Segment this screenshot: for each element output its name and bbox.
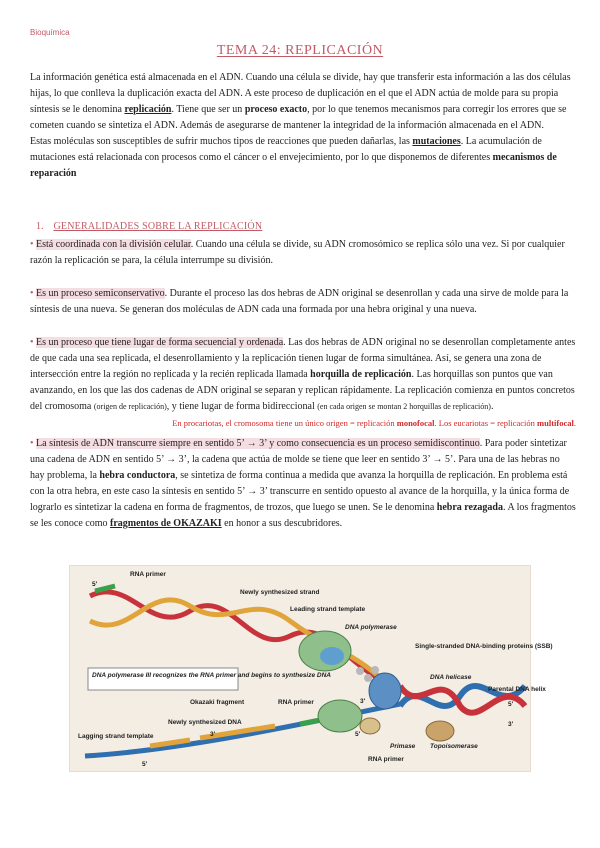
bullet-4-text: en honor a sus descubridores. (221, 518, 343, 529)
note-text: . (573, 418, 576, 428)
keyword-mecanismos-reparacion: mecanismos de reparación (30, 152, 557, 179)
small-note-origen: (origen de replicación) (93, 402, 167, 411)
bullet-4-text: . Para poder sintetizar una cadena de ADN en sentido 5’ → 3’, la cadena que actúa de molde se tiene que leer en sentido 3’ → 5’. Para una de las hebras no hay problema, la (30, 438, 567, 481)
label-5prime-right: 5' (508, 701, 514, 708)
intro-text: . La acumulación de mutaciones está relacionada con procesos como el cáncer o el envejecimiento, por lo que disponemos de diferentes (30, 136, 542, 163)
section-heading (30, 219, 576, 235)
label-5prime-top: 5' (92, 581, 98, 588)
intro-text: La información genética está almacenada en el ADN. Cuando una célula se divide, hay que transferir esta información a las dos células hijas, lo que conlleva la duplicación exacta del ADN. A este proceso de duplicación en el que el ADN actúa de molde para su propia síntesis se le denomina (30, 72, 571, 115)
bullet-3-text: . Las horquillas son puntos que van avanzando, en los que las dos cadenas de ADN original se separan y replican rápidamente. La replicación comienza en puntos concretos del cromosoma (30, 369, 575, 412)
bullet-2-highlight: Es un proceso semiconservativo (36, 288, 165, 299)
intro-paragraph-2 (30, 134, 576, 182)
section-title: GENERALIDADES SOBRE LA REPLICACIÓN (53, 221, 263, 232)
bullet-icon: • (30, 438, 34, 449)
bullet-2-text: . Durante el proceso las dos hebras de ADN original se desenrollan y cada una sirve de molde para la síntesis de una nueva. Se generan dos moléculas de ADN cada una formada por una hebra original y una nueva. (30, 288, 569, 315)
label-newly-dna: Newly synthesized DNA (168, 719, 242, 726)
bullet-icon: • (30, 239, 34, 250)
label-3prime-b: 3' (210, 731, 216, 738)
label-ssb: Single-stranded DNA-binding proteins (SSB) (415, 643, 553, 650)
bullet-4 (30, 436, 576, 532)
keyword-hebra-conductora: hebra conductora (99, 470, 176, 481)
label-rna-primer-bottom: RNA primer (368, 756, 404, 763)
label-dna-polymerase: DNA polymerase (345, 624, 397, 631)
bullet-2 (30, 286, 576, 318)
page-title: TEMA 24: REPLICACIÓN (216, 43, 384, 58)
bullet-1 (30, 237, 576, 269)
keyword-monofocal: monofocal (396, 418, 435, 428)
replication-fork-figure (69, 565, 553, 772)
bullet-4-highlight: La síntesis de ADN transcurre siempre en sentido 5’ → 3’ y como consecuencia es un proceso semidiscontinuo (36, 438, 480, 449)
replication-fork-diagram (70, 566, 553, 771)
label-topoisomerase: Topoisomerase (430, 743, 478, 750)
keyword-proceso-exacto: proceso exacto (244, 104, 308, 115)
section-number: 1. (36, 221, 44, 232)
label-dna-helicase: DNA helicase (430, 674, 472, 681)
running-header: Bioquímica (30, 28, 70, 37)
label-pol3-note: DNA polymerase III recognizes the RNA primer and begins to synthesize DNA (92, 672, 331, 679)
label-parental-helix: Parental DNA helix (488, 686, 546, 693)
label-3prime-right: 3' (508, 721, 514, 728)
note-text: En procariotas, el cromosoma tiene un único origen = replicación (172, 418, 397, 428)
keyword-horquilla: horquilla de replicación (310, 369, 412, 380)
label-okazaki: Okazaki fragment (190, 699, 245, 706)
keyword-mutaciones: mutaciones (412, 136, 461, 147)
bullet-4-text: , se sintetiza de forma continua a medida que avanza la horquilla de replicación. En problema está con la otra hebra, en este caso la síntesis en sentido 5’ → 3’ transcurre en sentido opuesto al avance de la horquilla, y la única forma de lograrlo es sintetizar la cadena en forma de fragmentos, de trozos, que luego se unen. Se le denomina (30, 470, 570, 513)
label-rna-primer-mid: RNA primer (278, 699, 314, 706)
label-rna-primer-top: RNA primer (130, 571, 166, 578)
bullet-icon: • (30, 337, 34, 348)
red-note-procariotas (30, 415, 576, 431)
keyword-multifocal: multifocal (537, 418, 574, 428)
bullet-icon: • (30, 288, 34, 299)
label-primase: Primase (390, 743, 416, 750)
bullet-3 (30, 335, 576, 431)
bullet-4-text: . A los fragmentos se les conoce como (30, 502, 576, 529)
small-note-horquillas: (en cada origen se montan 2 horquillas de replicación) (317, 402, 491, 411)
intro-text: . Tiene que ser un (171, 104, 245, 115)
bullet-3-text: . Las dos hebras de ADN original no se desenrollan completamente antes de que cada una sea replicada, el desenrollamiento y la replicación tienen lugar de forma simultánea. Así, se genera una zona de intersección entre la región no replicada y la recién replicada llamada (30, 337, 576, 380)
keyword-replicacion: replicación (124, 104, 172, 115)
bullet-1-text: . Cuando una célula se divide, su ADN cromosómico se replica sólo una vez. Si por cualquier razón la replicación se para, la célula interrumpe su división. (30, 239, 565, 266)
bullet-3-highlight: Es un proceso que tiene lugar de forma secuencial y ordenada (36, 337, 284, 348)
intro-paragraph-1 (30, 70, 576, 134)
label-5prime-c: 5' (142, 761, 148, 768)
bullet-3-text: , y tiene lugar de forma bidireccional (166, 401, 318, 412)
keyword-okazaki: fragmentos de OKAZAKI (109, 518, 222, 529)
label-new-strand: Newly synthesized strand (240, 589, 320, 596)
keyword-hebra-rezagada: hebra rezagada (436, 502, 503, 513)
label-3prime-a: 3' (360, 698, 366, 705)
label-5prime-b: 5' (355, 731, 361, 738)
intro-section (30, 70, 576, 182)
note-text: . Los eucariotas = replicación (434, 418, 538, 428)
intro-text: Estas moléculas son susceptibles de sufrir muchos tipos de reacciones que pueden dañarlas, las (30, 136, 413, 147)
label-lagging-template: Lagging strand template (78, 733, 154, 740)
label-leading-template: Leading strand template (290, 606, 366, 613)
intro-text: , por lo que tenemos mecanismos para corregir los errores que se cometen cuando se sintetiza el ADN. Además de asegurarse de mantener la integridad de la información almacenada en el ADN. (30, 104, 567, 131)
bullet-3-text: . (490, 401, 494, 412)
bullet-1-highlight: Está coordinada con la división celular (36, 239, 191, 250)
